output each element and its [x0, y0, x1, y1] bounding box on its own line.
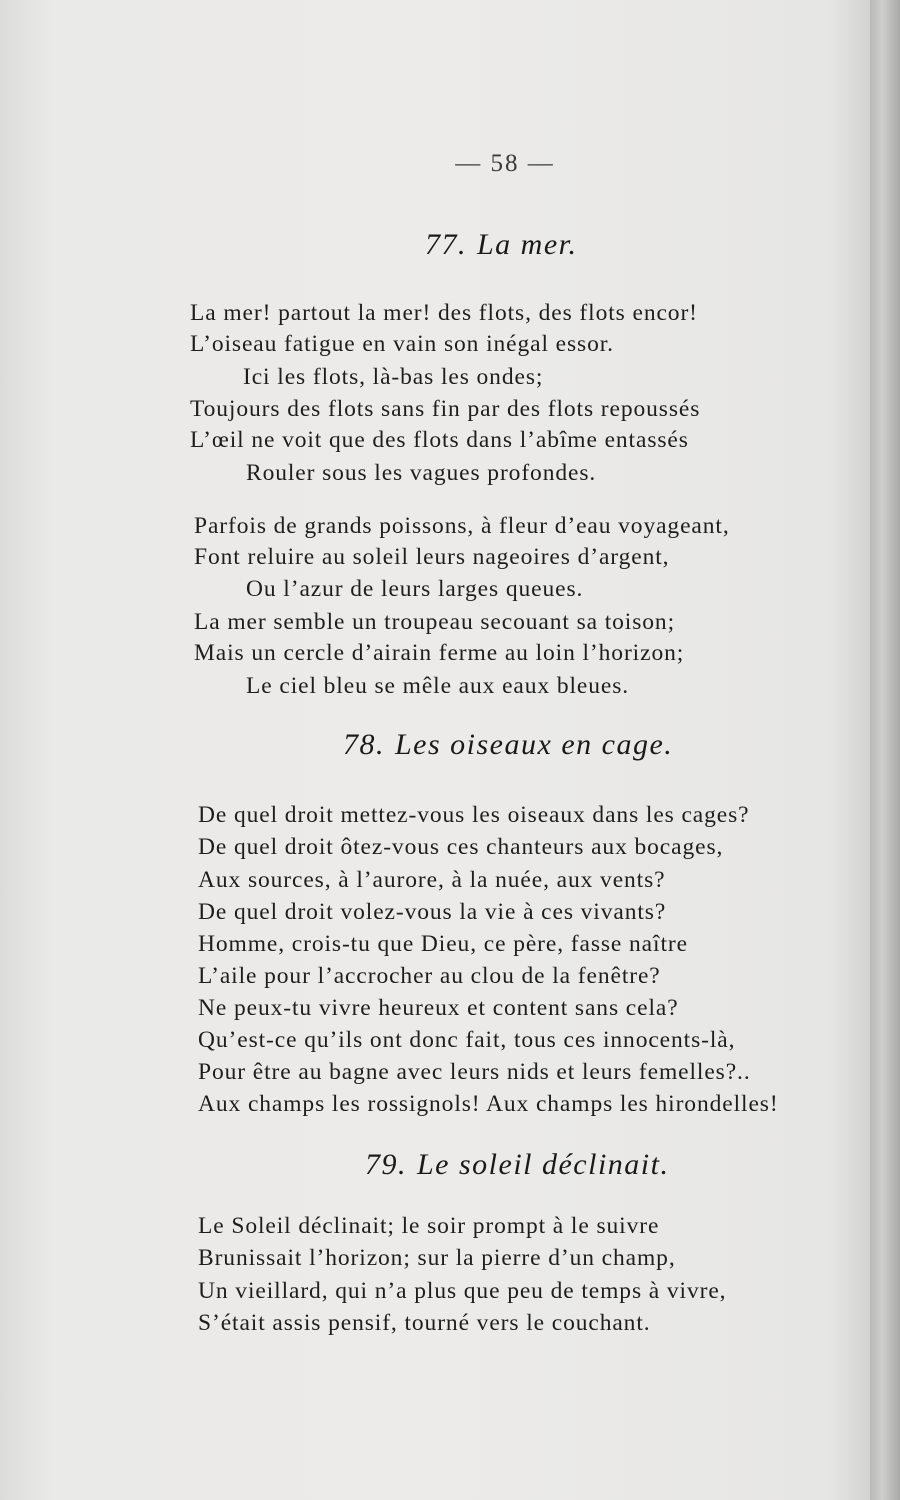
verse-line: Aux sources, à l’aurore, à la nuée, aux vents? [198, 867, 666, 893]
verse-line: L’aile pour l’accrocher au clou de la fenêtre? [198, 963, 661, 989]
verse-line: La mer! partout la mer! des flots, des flots encor! [190, 300, 698, 326]
section-title-78 [343, 728, 673, 762]
verse-line: La mer semble un troupeau secouant sa toison; [194, 609, 675, 635]
verse-line: Qu’est-ce qu’ils ont donc fait, tous ces innocents-là, [198, 1027, 736, 1053]
verse-line: Parfois de grands poissons, à fleur d’eau voyageant, [194, 513, 730, 539]
verse-line: S’était assis pensif, tourné vers le couchant. [198, 1310, 651, 1336]
verse-line: Le ciel bleu se mêle aux eaux bleues. [246, 673, 630, 699]
verse-line: Rouler sous les vagues profondes. [246, 460, 597, 486]
verse-line: Pour être au bagne avec leurs nids et leurs femelles?.. [198, 1059, 751, 1085]
verse-line: L’oiseau fatigue en vain son inégal essor. [190, 331, 614, 357]
section-number: 77. [425, 228, 467, 261]
verse-line: Ne peux-tu vivre heureux et content sans cela? [198, 995, 679, 1021]
section-title-text: Le soleil déclinait. [417, 1148, 670, 1181]
verse-line: Ici les flots, là-bas les ondes; [243, 364, 544, 390]
verse-line: Un vieillard, qui n’a plus que peu de temps à vivre, [198, 1278, 727, 1304]
verse-line: Ou l’azur de leurs larges queues. [246, 576, 584, 602]
verse-line: L’œil ne voit que des flots dans l’abîme entassés [190, 427, 689, 453]
verse-line: Aux champs les rossignols! Aux champs les hirondelles! [198, 1091, 779, 1117]
page-number: — 58 — [455, 150, 555, 177]
section-title-text: Les oiseaux en cage. [395, 728, 674, 761]
section-title-79 [365, 1148, 669, 1182]
verse-line: Le Soleil déclinait; le soir prompt à le suivre [198, 1213, 660, 1239]
section-number: 79. [365, 1148, 407, 1181]
verse-line: Brunissait l’horizon; sur la pierre d’un champ, [198, 1245, 676, 1271]
verse-line: Homme, crois-tu que Dieu, ce père, fasse naître [198, 931, 688, 957]
book-spine-edge [870, 0, 900, 1500]
section-number: 78. [343, 728, 385, 761]
section-title-77 [425, 228, 578, 262]
verse-line: Mais un cercle d’airain ferme au loin l’horizon; [194, 640, 685, 666]
verse-line: De quel droit volez-vous la vie à ces vivants? [198, 899, 667, 925]
verse-line: Font reluire au soleil leurs nageoires d’argent, [194, 544, 670, 570]
section-title-text: La mer. [477, 228, 578, 261]
verse-line: De quel droit ôtez-vous ces chanteurs aux bocages, [198, 834, 724, 860]
verse-line: De quel droit mettez-vous les oiseaux dans les cages? [198, 802, 750, 828]
verse-line: Toujours des flots sans fin par des flots repoussés [190, 396, 701, 422]
